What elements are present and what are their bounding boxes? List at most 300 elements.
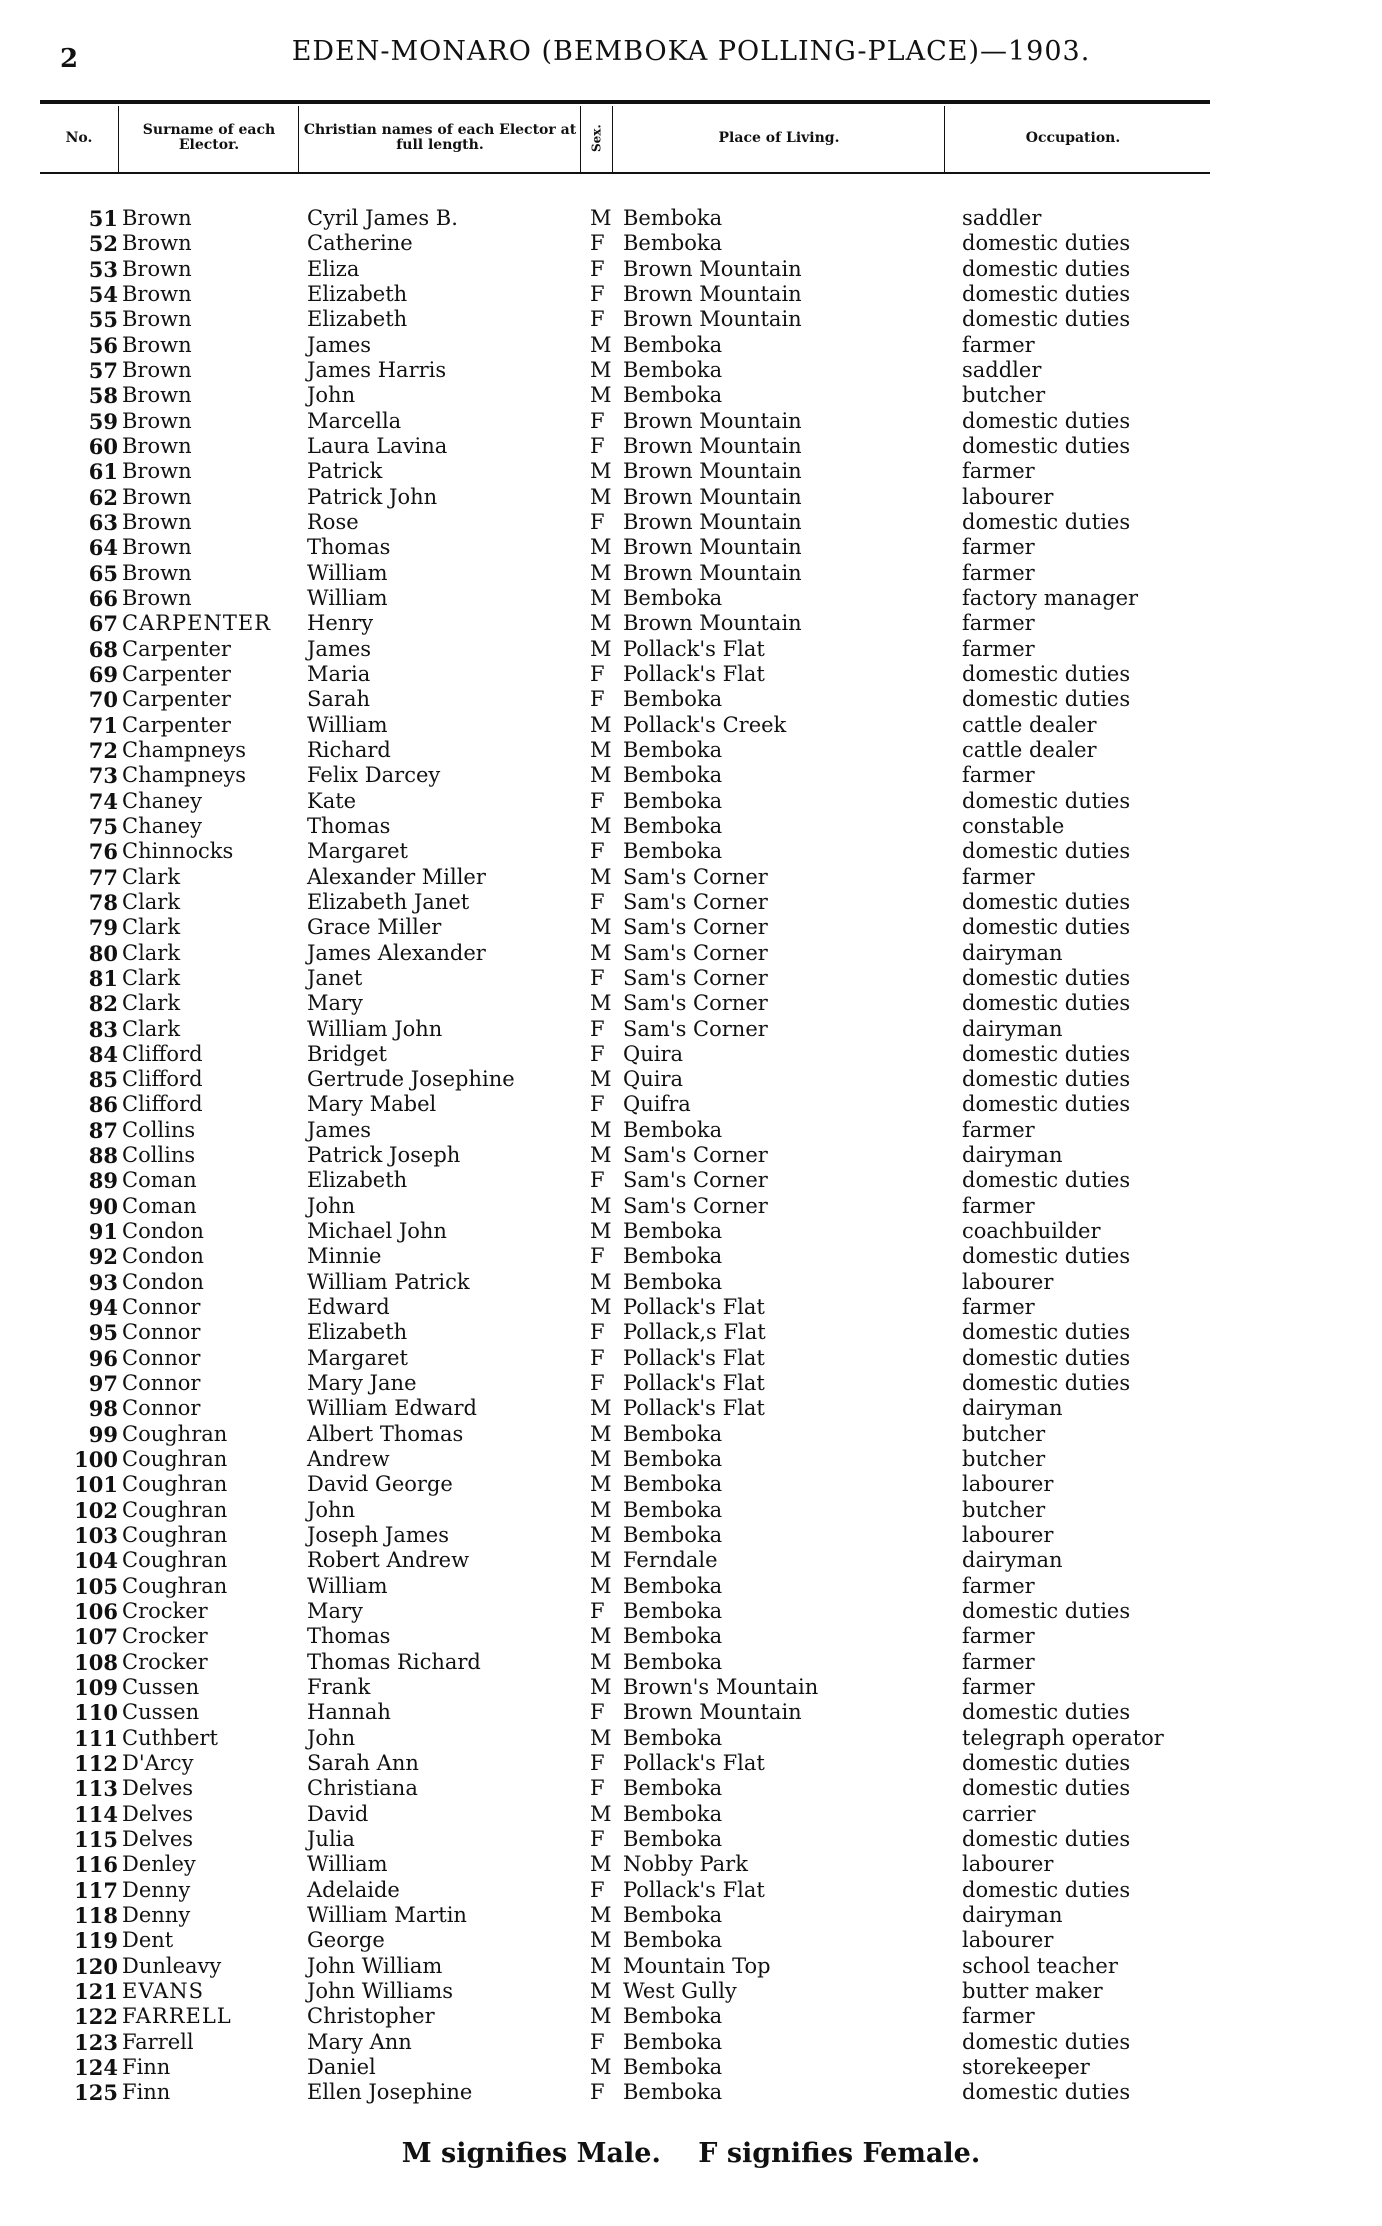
elector-christian-names: Thomas xyxy=(307,813,391,838)
elector-sex: F xyxy=(590,307,605,332)
table-row xyxy=(0,839,1382,864)
elector-sex: M xyxy=(590,1219,612,1244)
table-row xyxy=(0,1017,1382,1042)
elector-christian-names: Laura Lavina xyxy=(307,433,448,458)
elector-christian-names: William Patrick xyxy=(307,1269,470,1294)
elector-place: Bemboka xyxy=(623,1902,723,1927)
table-row xyxy=(0,687,1382,712)
elector-occupation: domestic duties xyxy=(962,965,1131,990)
elector-occupation: butcher xyxy=(962,1421,1046,1446)
elector-surname: Brown xyxy=(122,585,192,610)
elector-place: Brown Mountain xyxy=(623,408,802,433)
elector-christian-names: Sarah Ann xyxy=(307,1751,419,1776)
elector-sex: M xyxy=(590,2054,612,2079)
elector-number: 115 xyxy=(74,1827,118,1852)
elector-occupation: factory manager xyxy=(962,585,1139,610)
elector-surname: Champneys xyxy=(122,763,247,788)
elector-number: 90 xyxy=(88,1193,118,1219)
elector-place: Quira xyxy=(623,1041,684,1066)
elector-surname: Coughran xyxy=(122,1497,228,1522)
column-header-no: No. xyxy=(65,129,93,146)
elector-number: 65 xyxy=(88,560,118,586)
elector-place: Pollack's Flat xyxy=(623,661,765,686)
table-row xyxy=(0,2004,1382,2029)
table-row xyxy=(0,2055,1382,2080)
elector-place: Sam's Corner xyxy=(623,1143,768,1168)
elector-place: Sam's Corner xyxy=(623,889,768,914)
elector-place: Brown Mountain xyxy=(623,459,802,484)
elector-occupation: domestic duties xyxy=(962,1877,1131,1902)
elector-number: 59 xyxy=(88,408,118,434)
elector-surname: Chaney xyxy=(122,813,202,838)
elector-christian-names: Minnie xyxy=(307,1244,382,1269)
table-row xyxy=(0,1396,1382,1421)
elector-surname: Denny xyxy=(122,1877,191,1902)
elector-number: 122 xyxy=(74,2004,118,2030)
elector-surname: Coman xyxy=(122,1193,197,1218)
elector-sex: F xyxy=(590,1599,605,1624)
elector-surname: Clark xyxy=(122,965,181,990)
elector-place: Bemboka xyxy=(623,585,723,610)
table-row xyxy=(0,763,1382,788)
elector-surname: Brown xyxy=(122,206,192,230)
table-row xyxy=(0,1498,1382,1523)
elector-sex: M xyxy=(590,459,612,484)
elector-christian-names: Albert Thomas xyxy=(307,1421,464,1446)
elector-surname: Delves xyxy=(122,1776,194,1801)
elector-sex: M xyxy=(590,1523,612,1548)
elector-number: 103 xyxy=(74,1523,118,1549)
elector-place: Bemboka xyxy=(623,1599,723,1624)
elector-occupation: butcher xyxy=(962,1447,1046,1472)
table-row xyxy=(0,1422,1382,1447)
elector-surname: Brown xyxy=(122,459,192,484)
elector-surname: Carpenter xyxy=(122,687,231,712)
elector-christian-names: Cyril James B. xyxy=(307,206,458,230)
elector-place: Brown Mountain xyxy=(623,281,802,306)
elector-place: Bemboka xyxy=(623,1117,723,1142)
elector-christian-names: Thomas xyxy=(307,1624,391,1649)
elector-occupation: labourer xyxy=(962,1523,1054,1548)
elector-christian-names: Elizabeth xyxy=(307,307,408,332)
elector-christian-names: George xyxy=(307,1928,385,1953)
elector-occupation: domestic duties xyxy=(962,1067,1131,1092)
elector-surname: Clark xyxy=(122,940,181,965)
elector-sex: M xyxy=(590,535,612,560)
elector-occupation: domestic duties xyxy=(962,788,1131,813)
elector-sex: F xyxy=(590,1345,605,1370)
elector-sex: M xyxy=(590,1649,612,1674)
elector-place: Pollack's Flat xyxy=(623,1877,765,1902)
elector-sex: M xyxy=(590,1447,612,1472)
legend-female: F signifies Female. xyxy=(698,2138,981,2169)
elector-christian-names: David George xyxy=(307,1472,453,1497)
elector-occupation: domestic duties xyxy=(962,661,1131,686)
elector-number: 101 xyxy=(74,1472,118,1498)
table-row xyxy=(0,1954,1382,1979)
elector-sex: M xyxy=(590,1117,612,1142)
elector-occupation: domestic duties xyxy=(962,408,1131,433)
table-row xyxy=(0,586,1382,611)
column-divider xyxy=(580,106,581,172)
elector-number: 82 xyxy=(88,991,118,1017)
table-row xyxy=(0,713,1382,738)
elector-surname: Coughran xyxy=(122,1421,228,1446)
elector-place: Bemboka xyxy=(623,687,723,712)
elector-christian-names: Marcella xyxy=(307,408,402,433)
elector-sex: M xyxy=(590,332,612,357)
elector-number: 58 xyxy=(88,383,118,409)
elector-number: 87 xyxy=(88,1117,118,1143)
elector-surname: Condon xyxy=(122,1269,204,1294)
table-row xyxy=(0,1928,1382,1953)
table-row xyxy=(0,1650,1382,1675)
table-row xyxy=(0,1878,1382,1903)
elector-place: Bemboka xyxy=(623,1472,723,1497)
elector-christian-names: Felix Darcey xyxy=(307,763,441,788)
elector-surname: Clifford xyxy=(122,1092,203,1117)
elector-occupation: farmer xyxy=(962,611,1035,636)
elector-christian-names: Robert Andrew xyxy=(307,1548,470,1573)
table-row xyxy=(0,1574,1382,1599)
table-row xyxy=(0,1624,1382,1649)
elector-sex: M xyxy=(590,1928,612,1953)
elector-place: Pollack's Flat xyxy=(623,1371,765,1396)
elector-occupation: domestic duties xyxy=(962,1168,1131,1193)
elector-christian-names: Rose xyxy=(307,509,359,534)
elector-occupation: domestic duties xyxy=(962,1776,1131,1801)
elector-occupation: butter maker xyxy=(962,1978,1103,2003)
elector-place: Brown Mountain xyxy=(623,535,802,560)
elector-sex: F xyxy=(590,1827,605,1851)
elector-sex: F xyxy=(590,1244,605,1269)
elector-sex: M xyxy=(590,383,612,408)
table-row xyxy=(0,1194,1382,1219)
elector-occupation: domestic duties xyxy=(962,509,1131,534)
elector-christian-names: Elizabeth xyxy=(307,281,408,306)
elector-occupation: domestic duties xyxy=(962,687,1131,712)
elector-sex: M xyxy=(590,1396,612,1421)
elector-sex: F xyxy=(590,2029,605,2054)
elector-christian-names: Patrick John xyxy=(307,484,438,509)
elector-place: Pollack's Creek xyxy=(623,712,787,737)
elector-occupation: farmer xyxy=(962,636,1035,661)
elector-sex: M xyxy=(590,585,612,610)
elector-surname: Cuthbert xyxy=(122,1725,218,1750)
elector-christian-names: James xyxy=(307,636,372,661)
elector-occupation: domestic duties xyxy=(962,1371,1131,1396)
elector-number: 76 xyxy=(88,839,118,865)
elector-place: Brown Mountain xyxy=(623,509,802,534)
elector-occupation: domestic duties xyxy=(962,1041,1131,1066)
elector-sex: F xyxy=(590,1320,605,1345)
elector-occupation: domestic duties xyxy=(962,915,1131,940)
elector-christian-names: Janet xyxy=(307,965,363,990)
elector-christian-names: John Williams xyxy=(307,1978,454,2003)
elector-place: Bemboka xyxy=(623,1801,723,1826)
elector-sex: M xyxy=(590,1624,612,1649)
elector-number: 108 xyxy=(74,1649,118,1675)
elector-place: Bemboka xyxy=(623,1269,723,1294)
elector-place: Bemboka xyxy=(623,1523,723,1548)
elector-surname: Delves xyxy=(122,1801,194,1826)
elector-place: Brown Mountain xyxy=(623,307,802,332)
elector-number: 125 xyxy=(74,2080,118,2106)
elector-christian-names: William xyxy=(307,585,388,610)
table-row xyxy=(0,1802,1382,1827)
elector-christian-names: Sarah xyxy=(307,687,370,712)
elector-surname: Crocker xyxy=(122,1649,208,1674)
elector-number: 73 xyxy=(88,763,118,789)
elector-christian-names: Joseph James xyxy=(307,1523,449,1548)
table-row xyxy=(0,915,1382,940)
elector-occupation: domestic duties xyxy=(962,433,1131,458)
elector-christian-names: Bridget xyxy=(307,1041,387,1066)
elector-christian-names: Andrew xyxy=(307,1447,390,1472)
elector-christian-names: Eliza xyxy=(307,256,360,281)
table-row xyxy=(0,1447,1382,1472)
elector-sex: M xyxy=(590,357,612,382)
table-row xyxy=(0,890,1382,915)
elector-surname: Finn xyxy=(122,2080,171,2105)
elector-christian-names: Gertrude Josephine xyxy=(307,1067,515,1092)
elector-occupation: domestic duties xyxy=(962,1244,1131,1269)
elector-place: Quira xyxy=(623,1067,684,1092)
table-row xyxy=(0,991,1382,1016)
elector-number: 112 xyxy=(74,1751,118,1777)
elector-number: 71 xyxy=(88,712,118,738)
elector-surname: Coughran xyxy=(122,1447,228,1472)
elector-surname: CARPENTER xyxy=(122,611,272,636)
elector-surname: Finn xyxy=(122,2054,171,2079)
elector-christian-names: Mary Jane xyxy=(307,1371,417,1396)
elector-surname: Dent xyxy=(122,1928,174,1953)
elector-sex: F xyxy=(590,408,605,433)
table-row xyxy=(0,738,1382,763)
elector-sex: M xyxy=(590,1675,612,1700)
elector-sex: M xyxy=(590,813,612,838)
elector-occupation: farmer xyxy=(962,560,1035,585)
table-row xyxy=(0,662,1382,687)
elector-surname: Clark xyxy=(122,915,181,940)
elector-occupation: telegraph operator xyxy=(962,1725,1164,1750)
elector-christian-names: Frank xyxy=(307,1675,371,1700)
elector-place: Pollack's Flat xyxy=(623,1396,765,1421)
elector-christian-names: Daniel xyxy=(307,2054,376,2079)
elector-place: Sam's Corner xyxy=(623,940,768,965)
elector-christian-names: Richard xyxy=(307,737,391,762)
elector-number: 61 xyxy=(88,459,118,485)
elector-christian-names: John xyxy=(307,383,356,408)
elector-number: 70 xyxy=(88,687,118,713)
elector-occupation: domestic duties xyxy=(962,839,1131,864)
elector-sex: F xyxy=(590,1016,605,1041)
elector-place: Bemboka xyxy=(623,839,723,864)
elector-surname: Brown xyxy=(122,509,192,534)
elector-christian-names: James xyxy=(307,1117,372,1142)
elector-place: Bemboka xyxy=(623,1421,723,1446)
table-row xyxy=(0,535,1382,560)
elector-number: 96 xyxy=(88,1345,118,1371)
table-row xyxy=(0,561,1382,586)
elector-number: 85 xyxy=(88,1067,118,1093)
elector-surname: Chaney xyxy=(122,788,202,813)
elector-christian-names: James xyxy=(307,332,372,357)
elector-number: 69 xyxy=(88,661,118,687)
table-row xyxy=(0,789,1382,814)
elector-surname: Clark xyxy=(122,1016,181,1041)
elector-number: 56 xyxy=(88,332,118,358)
elector-surname: Brown xyxy=(122,332,192,357)
elector-christian-names: John xyxy=(307,1193,356,1218)
elector-sex: M xyxy=(590,1143,612,1168)
table-row xyxy=(0,231,1382,256)
elector-surname: Carpenter xyxy=(122,712,231,737)
elector-christian-names: Mary Ann xyxy=(307,2029,412,2054)
table-row xyxy=(0,307,1382,332)
elector-number: 66 xyxy=(88,585,118,611)
elector-occupation: farmer xyxy=(962,1117,1035,1142)
table-row xyxy=(0,611,1382,636)
elector-number: 84 xyxy=(88,1041,118,1067)
elector-surname: Brown xyxy=(122,535,192,560)
elector-place: Bemboka xyxy=(623,763,723,788)
elector-surname: Connor xyxy=(122,1320,201,1345)
elector-christian-names: William xyxy=(307,1573,388,1598)
elector-number: 51 xyxy=(88,206,118,231)
elector-place: Bemboka xyxy=(623,1827,723,1851)
elector-occupation: domestic duties xyxy=(962,281,1131,306)
elector-christian-names: William xyxy=(307,1852,388,1877)
elector-occupation: labourer xyxy=(962,1269,1054,1294)
elector-christian-names: John xyxy=(307,1725,356,1750)
elector-surname: Crocker xyxy=(122,1624,208,1649)
elector-occupation: labourer xyxy=(962,1472,1054,1497)
elector-number: 106 xyxy=(74,1599,118,1625)
elector-christian-names: Ellen Josephine xyxy=(307,2080,473,2105)
elector-sex: M xyxy=(590,1801,612,1826)
elector-sex: M xyxy=(590,1902,612,1927)
elector-number: 64 xyxy=(88,535,118,561)
elector-number: 77 xyxy=(88,864,118,890)
elector-occupation: domestic duties xyxy=(962,1700,1131,1725)
table-row xyxy=(0,1726,1382,1751)
elector-sex: F xyxy=(590,256,605,281)
elector-surname: Clark xyxy=(122,991,181,1016)
elector-place: Bemboka xyxy=(623,1928,723,1953)
elector-number: 92 xyxy=(88,1244,118,1270)
elector-christian-names: Margaret xyxy=(307,1345,408,1370)
table-row xyxy=(0,1472,1382,1497)
elector-number: 117 xyxy=(74,1877,118,1903)
table-row xyxy=(0,1827,1382,1852)
elector-place: Bemboka xyxy=(623,1624,723,1649)
table-row xyxy=(0,333,1382,358)
elector-occupation: domestic duties xyxy=(962,256,1131,281)
table-row xyxy=(0,1092,1382,1117)
elector-occupation: domestic duties xyxy=(962,1599,1131,1624)
elector-number: 79 xyxy=(88,915,118,941)
elector-occupation: dairyman xyxy=(962,940,1063,965)
elector-number: 94 xyxy=(88,1295,118,1321)
elector-occupation: cattle dealer xyxy=(962,712,1097,737)
elector-number: 118 xyxy=(74,1902,118,1928)
elector-occupation: domestic duties xyxy=(962,2080,1131,2105)
elector-surname: Carpenter xyxy=(122,636,231,661)
elector-surname: Brown xyxy=(122,433,192,458)
elector-sex: F xyxy=(590,281,605,306)
elector-place: Brown Mountain xyxy=(623,560,802,585)
elector-number: 75 xyxy=(88,813,118,839)
elector-place: Sam's Corner xyxy=(623,1016,768,1041)
elector-occupation: farmer xyxy=(962,763,1035,788)
elector-surname: Brown xyxy=(122,357,192,382)
elector-christian-names: William John xyxy=(307,1016,443,1041)
table-row xyxy=(0,485,1382,510)
elector-place: Bemboka xyxy=(623,1573,723,1598)
elector-place: Brown Mountain xyxy=(623,433,802,458)
elector-number: 57 xyxy=(88,357,118,383)
elector-place: Sam's Corner xyxy=(623,1168,768,1193)
elector-place: West Gully xyxy=(623,1978,737,2003)
elector-place: Bemboka xyxy=(623,737,723,762)
elector-surname: Champneys xyxy=(122,737,247,762)
elector-surname: Clark xyxy=(122,864,181,889)
elector-occupation: labourer xyxy=(962,1928,1054,1953)
elector-sex: M xyxy=(590,1193,612,1218)
elector-occupation: school teacher xyxy=(962,1953,1118,1978)
elector-place: Sam's Corner xyxy=(623,991,768,1016)
elector-number: 93 xyxy=(88,1269,118,1295)
table-row xyxy=(0,358,1382,383)
elector-surname: Collins xyxy=(122,1117,196,1142)
elector-surname: FARRELL xyxy=(122,2004,232,2029)
elector-sex: M xyxy=(590,1548,612,1573)
elector-number: 121 xyxy=(74,1978,118,2004)
elector-place: Bemboka xyxy=(623,231,723,256)
elector-christian-names: Thomas Richard xyxy=(307,1649,481,1674)
elector-place: Sam's Corner xyxy=(623,965,768,990)
column-header-occupation: Occupation. xyxy=(1025,129,1121,146)
table-row xyxy=(0,814,1382,839)
elector-number: 97 xyxy=(88,1371,118,1397)
elector-sex: F xyxy=(590,965,605,990)
elector-surname: Collins xyxy=(122,1143,196,1168)
elector-sex: M xyxy=(590,560,612,585)
elector-occupation: farmer xyxy=(962,2004,1035,2029)
elector-sex: F xyxy=(590,1371,605,1396)
column-divider xyxy=(298,106,299,172)
header-rule-bottom xyxy=(40,172,1210,174)
elector-surname: Denny xyxy=(122,1902,191,1927)
elector-place: Bemboka xyxy=(623,357,723,382)
elector-surname: D'Arcy xyxy=(122,1751,194,1776)
elector-place: Brown Mountain xyxy=(623,611,802,636)
table-row xyxy=(0,1599,1382,1624)
elector-christian-names: Adelaide xyxy=(307,1877,400,1902)
table-row xyxy=(0,1852,1382,1877)
elector-surname: Denley xyxy=(122,1852,196,1877)
elector-number: 104 xyxy=(74,1548,118,1574)
elector-place: Pollack,s Flat xyxy=(623,1320,766,1345)
elector-occupation: farmer xyxy=(962,1573,1035,1598)
elector-number: 81 xyxy=(88,965,118,991)
elector-surname: Dunleavy xyxy=(122,1953,222,1978)
elector-surname: Connor xyxy=(122,1371,201,1396)
elector-occupation: domestic duties xyxy=(962,307,1131,332)
elector-christian-names: James Harris xyxy=(307,357,447,382)
column-header-surname: Surname of each Elector. xyxy=(142,122,276,153)
